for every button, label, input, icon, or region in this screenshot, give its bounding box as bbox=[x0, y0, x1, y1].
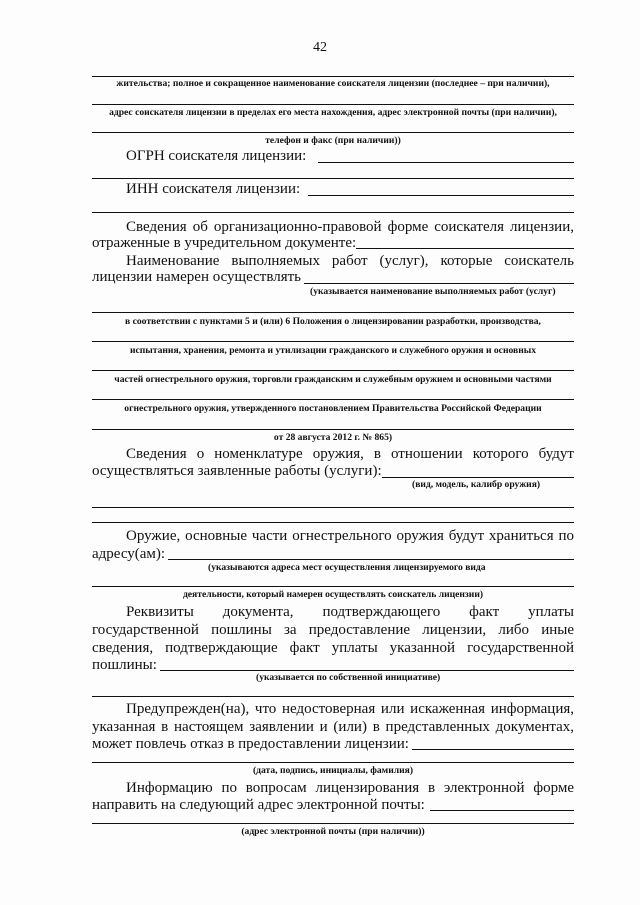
divider bbox=[92, 212, 574, 213]
nomenclature-line-2: осуществляться заявленные работы (услуги): bbox=[92, 463, 382, 479]
regulation-line-5: от 28 августа 2012 г. № 865) bbox=[273, 432, 393, 443]
email-line-1: Информацию по вопросам лицензирования в электронной форме bbox=[126, 780, 574, 796]
requisites-line-4: пошлины: bbox=[92, 657, 157, 673]
requisites-line-2: государственной пошлины за предоставление лицензии, либо иные bbox=[92, 622, 574, 638]
divider bbox=[92, 341, 574, 342]
requisites-caption: (указывается по собственной инициативе) bbox=[256, 672, 441, 683]
caption-line-1: жительства; полное и сокращенное наименование соискателя лицензии (последнее – при наличии), bbox=[116, 78, 550, 89]
signature-caption: (дата, подпись, инициалы, фамилия) bbox=[252, 765, 414, 776]
requisites-field[interactable] bbox=[160, 670, 574, 671]
storage-line-1: Оружие, основные части огнестрельного оружия будут храниться по bbox=[126, 528, 574, 544]
divider bbox=[92, 522, 574, 523]
divider bbox=[92, 76, 574, 77]
divider bbox=[92, 696, 574, 697]
caption-line-2: адрес соискателя лицензии в пределах его места нахождения, адрес электронной почты (при наличии), bbox=[109, 107, 557, 118]
ogrn-field[interactable] bbox=[318, 162, 574, 163]
legal-form-line-2: отраженные в учредительном документе: bbox=[92, 235, 357, 251]
divider bbox=[92, 132, 574, 133]
storage-caption-2: деятельности, который намерен осуществлять соискатель лицензии) bbox=[182, 589, 484, 600]
inn-field[interactable] bbox=[308, 195, 574, 196]
warning-line-2: указанная в настоящем заявлении и (или) в представленных документах, bbox=[92, 719, 574, 735]
divider bbox=[92, 586, 574, 587]
storage-address-field[interactable] bbox=[168, 559, 574, 560]
warning-field[interactable] bbox=[412, 749, 574, 750]
requisites-line-1: Реквизиты документа, подтверждающего факт уплаты bbox=[126, 604, 574, 620]
requisites-line-3: сведения, подтверждающие факт уплаты указанной государственной bbox=[92, 640, 574, 656]
regulation-line-3: частей огнестрельного оружия, торговли гражданским и служебным оружием и основными частями bbox=[114, 374, 552, 385]
divider bbox=[92, 399, 574, 400]
warning-line-3: может повлечь отказ в предоставлении лицензии: bbox=[92, 736, 409, 752]
ogrn-label: ОГРН соискателя лицензии: bbox=[126, 148, 307, 164]
regulation-line-2: испытания, хранения, ремонта и утилизации гражданского и служебного оружия и основных bbox=[129, 345, 537, 356]
nomenclature-field[interactable] bbox=[382, 477, 574, 478]
nomenclature-caption: (вид, модель, калибр оружия) bbox=[412, 479, 541, 490]
divider bbox=[92, 823, 574, 824]
legal-form-line-1: Сведения об организационно-правовой форме соискателя лицензии, bbox=[126, 219, 574, 235]
email-field[interactable] bbox=[430, 810, 574, 811]
works-line-1: Наименование выполняемых работ (услуг), которые соискатель bbox=[126, 253, 574, 269]
divider bbox=[92, 312, 574, 313]
regulation-line-4: огнестрельного оружия, утвержденного постановлением Правительства Российской Федерации bbox=[124, 403, 542, 414]
email-caption: (адрес электронной почты (при наличии)) bbox=[241, 826, 425, 837]
page-number: 42 bbox=[313, 40, 327, 55]
divider bbox=[92, 178, 574, 179]
warning-line-1: Предупрежден(на), что недостоверная или искаженная информация, bbox=[126, 701, 574, 717]
caption-line-3: телефон и факс (при наличии)) bbox=[265, 135, 401, 146]
works-caption: (указывается наименование выполняемых работ (услуг) bbox=[310, 286, 556, 297]
email-line-2: направить на следующий адрес электронной почты: bbox=[92, 797, 425, 813]
signature-line[interactable] bbox=[92, 762, 574, 763]
divider bbox=[92, 370, 574, 371]
regulation-line-1: в соответствии с пунктами 5 и (или) 6 Положения о лицензировании разработки, производства, bbox=[125, 316, 541, 327]
divider bbox=[92, 429, 574, 430]
nomenclature-line-1: Сведения о номенклатуре оружия, в отношении которого будут bbox=[126, 446, 574, 462]
works-line-2: лицензии намерен осуществлять bbox=[92, 269, 302, 285]
storage-line-2: адресу(ам): bbox=[92, 546, 166, 562]
legal-form-field[interactable] bbox=[356, 248, 574, 249]
works-field[interactable] bbox=[304, 283, 574, 284]
storage-caption: (указываются адреса мест осуществления лицензируемого вида bbox=[208, 562, 486, 573]
divider bbox=[92, 507, 574, 508]
divider bbox=[92, 104, 574, 105]
inn-label: ИНН соискателя лицензии: bbox=[126, 181, 301, 197]
